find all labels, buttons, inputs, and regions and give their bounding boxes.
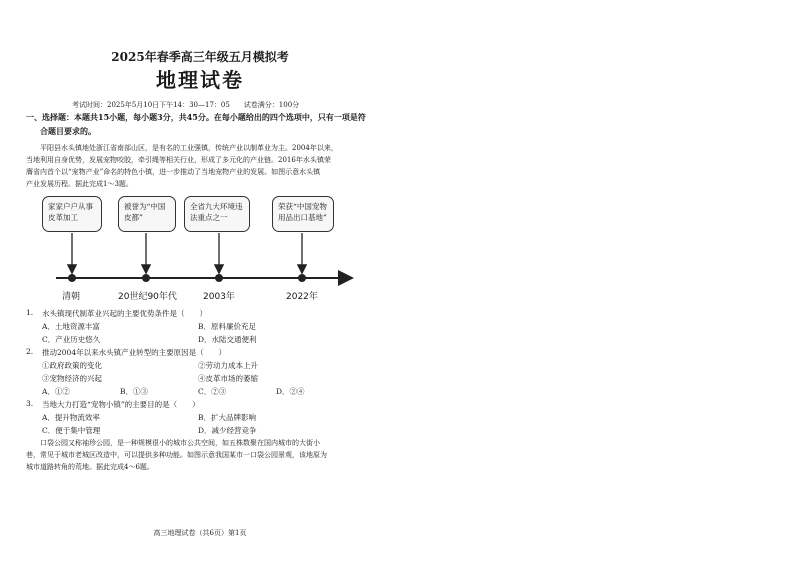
option-b: B．①③: [120, 387, 149, 396]
statement-item: ①政府政策的变化: [42, 361, 102, 370]
exam-info: 考试时间：2025年5月10日下午14：30—17：05 试卷满分：100分: [72, 101, 300, 109]
timeline-event-box: 家家户户从事皮革加工: [42, 196, 102, 232]
subject-title: 地理试卷: [156, 68, 244, 92]
option-d: D．减少经营竞争: [198, 426, 257, 435]
question-number: 1.: [26, 308, 34, 317]
timeline-event-box: 荣获“中国宠物用品出口基地”: [272, 196, 334, 232]
option-c: C．便于集中管理: [42, 426, 101, 435]
exam-title: 2025年春季高三年级五月模拟考: [111, 50, 289, 64]
passage1-line: 当地利用自身优势，发展宠物咬胶，牵引绳等相关行业，形成了多元化的产业链。2016年水头镇荣: [26, 156, 331, 164]
section-heading-cont: 合题目要求的。: [40, 126, 96, 136]
page-footer: 高三地理试卷（共6页）第1页: [153, 529, 247, 537]
passage1-line: 平阳县水头镇地处浙江省南部山区，是有名的工业强镇，传统产业以制革业为主。2004年以来，: [40, 144, 338, 152]
statement-item: ②劳动力成本上升: [198, 361, 258, 370]
option-d: D．②④: [276, 387, 305, 396]
timeline-point: [298, 274, 306, 282]
timeline-label: 2003年: [203, 292, 235, 302]
option-a: A．提升物流效率: [42, 413, 100, 422]
passage2-line: 巷，常见于城市老城区改造中，可以提供多种功能。如图示意我国某市一口袋公园景观，该地原为: [26, 451, 327, 459]
passage1-line: 膺省内首个以“宠物产业”命名的特色小镇，进一步推动了当地宠物产业的发展。如图示意水头镇: [26, 168, 321, 176]
timeline-label: 2022年: [286, 292, 318, 302]
passage2-line: 口袋公园又称袖珍公园，是一种规模很小的城市公共空间，如五株数聚在国内城市的大街小: [40, 439, 320, 447]
question-stem: 当地大力打造“宠物小镇”的主要目的是（ ）: [42, 400, 200, 409]
timeline-point: [142, 274, 150, 282]
section-heading: 一、选择题：本题共15小题，每小题3分，共45分。在每小题给出的四个选项中，只有一项是符: [26, 112, 366, 122]
option-a: A．土地资源丰富: [42, 322, 100, 331]
question-number: 3.: [26, 399, 34, 408]
timeline-event-box: 全省九大环境违法重点之一: [184, 196, 250, 232]
option-b: B．原料廉价充足: [198, 322, 257, 331]
timeline-label: 清朝: [62, 292, 81, 302]
timeline-label: 20世纪90年代: [118, 292, 177, 302]
statement-item: ③宠物经济的兴起: [42, 374, 102, 383]
timeline-event-box: 被誉为“中国皮都”: [118, 196, 176, 232]
statement-item: ④皮革市场的萎缩: [198, 374, 258, 383]
option-b: B．扩大品牌影响: [198, 413, 257, 422]
option-c: C．产业历史悠久: [42, 335, 101, 344]
timeline-point: [68, 274, 76, 282]
option-a: A．①②: [42, 387, 70, 396]
question-stem: 推动2004年以来水头镇产业转型的主要原因是（ ）: [42, 348, 227, 357]
passage1-line: 产业发展历程。据此完成1～3题。: [26, 180, 133, 188]
timeline-point: [215, 274, 223, 282]
option-c: C．②③: [198, 387, 227, 396]
question-stem: 水头镇现代制革业兴起的主要优势条件是（ ）: [42, 309, 207, 318]
option-d: D．水陆交通便利: [198, 335, 257, 344]
passage2-line: 城市道路转角的荒地。据此完成4～6题。: [26, 463, 154, 471]
question-number: 2.: [26, 347, 34, 356]
